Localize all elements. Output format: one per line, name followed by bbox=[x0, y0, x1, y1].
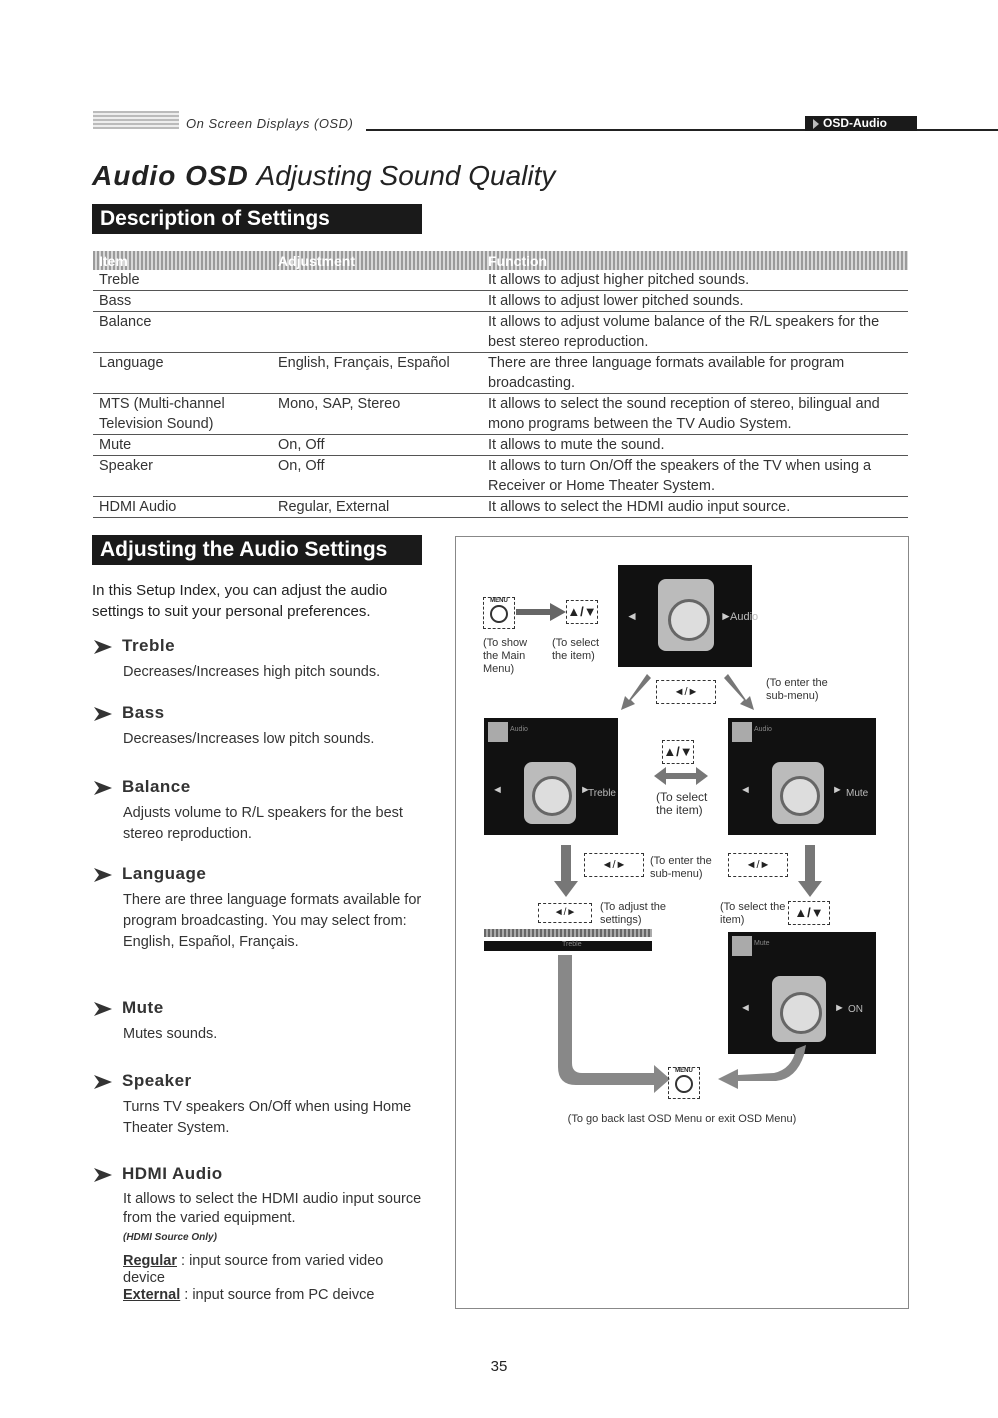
table-header bbox=[93, 251, 908, 270]
page-number: 35 bbox=[490, 1358, 508, 1375]
description-heading: Description of Settings bbox=[92, 204, 422, 234]
left-right-key-icon: ◄/► bbox=[538, 903, 592, 923]
setting-balance: Balance Adjusts volume to R/L speakers for the best stereo reproduction. bbox=[92, 777, 432, 845]
arrow-down-left-icon bbox=[621, 672, 651, 712]
header-tag: OSD-Audio bbox=[805, 116, 917, 131]
arrow-bullet-icon bbox=[92, 705, 114, 723]
page-title: Audio OSD Adjusting Sound Quality bbox=[92, 160, 556, 191]
audio-knob-icon bbox=[658, 579, 714, 651]
setting-speaker: Speaker Turns TV speakers On/Off when using Home Theater System. bbox=[92, 1071, 432, 1139]
table-row: MTS (Multi-channel Television Sound) Mono, SAP, Stereo It allows to select the sound reception of stereo, bilingual and mono programs between the TV Audio System. bbox=[93, 394, 908, 435]
osd-screen-treble: Audio ◄ ► Treble bbox=[484, 718, 618, 835]
setting-language: Language There are three language formats available for program broadcasting. You may select from: English, Español, Français. bbox=[92, 864, 432, 953]
settings-table bbox=[93, 251, 908, 518]
small-audio-icon bbox=[488, 722, 508, 742]
osd-screen-mute: Audio ◄ ► Mute bbox=[728, 718, 876, 835]
treble-slider-track bbox=[484, 929, 652, 937]
col-header-function: Function bbox=[488, 253, 548, 269]
hdmi-note: (HDMI Source Only) bbox=[123, 1232, 217, 1243]
left-enter-right-key-icon: ◄/► bbox=[584, 853, 644, 877]
arrow-bullet-icon bbox=[92, 866, 114, 884]
left-enter-right-key-icon: ◄/► bbox=[656, 680, 716, 704]
osd-screen-mute-on: Mute ◄ ► ON bbox=[728, 932, 876, 1054]
treble-slider-bar: Treble bbox=[484, 941, 652, 951]
small-audio-icon bbox=[732, 722, 752, 742]
small-mute-icon bbox=[732, 936, 752, 956]
setting-hdmi-audio: HDMI Audio It allows to select the HDMI audio input source from the varied equipment. (HDMI Source Only) Regular : input source from varied video device External : input source from PC deivce bbox=[92, 1164, 432, 1304]
right-arrow-icon: ► bbox=[720, 609, 732, 623]
treble-knob-icon bbox=[524, 762, 576, 824]
left-right-arrow-icon bbox=[654, 767, 708, 785]
table-row: Treble It allows to adjust higher pitched sounds. bbox=[93, 270, 908, 291]
arrow-right-icon bbox=[516, 603, 566, 621]
play-icon bbox=[813, 119, 819, 129]
col-header-item: Item bbox=[99, 253, 128, 269]
menu-key-icon: MENU bbox=[483, 597, 515, 629]
table-row: HDMI Audio Regular, External It allows to select the HDMI audio input source. bbox=[93, 497, 908, 518]
mute-knob-icon bbox=[772, 762, 824, 824]
setting-bass: Bass Decreases/Increases low pitch sounds. bbox=[92, 703, 432, 750]
setting-mute: Mute Mutes sounds. bbox=[92, 998, 432, 1045]
table-row: Balance It allows to adjust volume balance of the R/L speakers for the best stereo reproduction. bbox=[93, 312, 908, 353]
up-down-key-icon: ▲/▼ bbox=[662, 740, 694, 764]
adjusting-intro: In this Setup Index, you can adjust the audio settings to suit your personal preferences. bbox=[92, 582, 388, 620]
table-row: Bass It allows to adjust lower pitched sounds. bbox=[93, 291, 908, 312]
left-enter-right-key-icon: ◄/► bbox=[728, 853, 788, 877]
arrow-bullet-icon bbox=[92, 1073, 114, 1091]
regular-label: Regular bbox=[123, 1253, 177, 1269]
left-arrow-icon: ◄ bbox=[626, 609, 638, 623]
arrow-bullet-icon bbox=[92, 1166, 114, 1184]
arrow-bullet-icon bbox=[92, 638, 114, 656]
osd-navigation-diagram: MENU ▲/▼ (To show the Main Menu) (To select the item) ◄ ► Audio ◄/► (To enter the sub-menu) Audio ◄ ► Treble ▲/▼ (To select the item) Audio ◄ ► Mute ◄/► (To enter the sub-menu) ◄/► ◄/► (To adjust the settings) (To select the item) ▲/▼ Treble Mute ◄ ► ON MENU (To go back last OSD Menu or exit OSD Menu) bbox=[455, 536, 909, 1309]
up-down-key-icon: ▲/▼ bbox=[566, 600, 598, 624]
arrow-down-right-icon bbox=[724, 672, 754, 712]
setting-treble: Treble Decreases/Increases high pitch sounds. bbox=[92, 636, 432, 683]
arrow-down-icon bbox=[554, 845, 578, 897]
table-row: Mute On, Off It allows to mute the sound. bbox=[93, 435, 908, 456]
arrow-down-icon bbox=[798, 845, 822, 897]
menu-key-icon: MENU bbox=[668, 1067, 700, 1099]
table-row: Speaker On, Off It allows to turn On/Off the speakers of the TV when using a Receiver or Home Theater System. bbox=[93, 456, 908, 497]
header-decoration bbox=[93, 111, 179, 129]
osd-screen-audio: ◄ ► Audio bbox=[618, 565, 752, 667]
col-header-adjustment: Adjustment bbox=[278, 253, 355, 269]
header-section-title: On Screen Displays (OSD) bbox=[186, 116, 354, 131]
arrow-bullet-icon bbox=[92, 1000, 114, 1018]
adjusting-heading: Adjusting the Audio Settings bbox=[92, 535, 422, 565]
table-row: Language English, Français, Español There are three language formats available for program broadcasting. bbox=[93, 353, 908, 394]
up-down-key-icon: ▲/▼ bbox=[788, 901, 830, 925]
external-label: External bbox=[123, 1287, 181, 1303]
arrow-bullet-icon bbox=[92, 779, 114, 797]
